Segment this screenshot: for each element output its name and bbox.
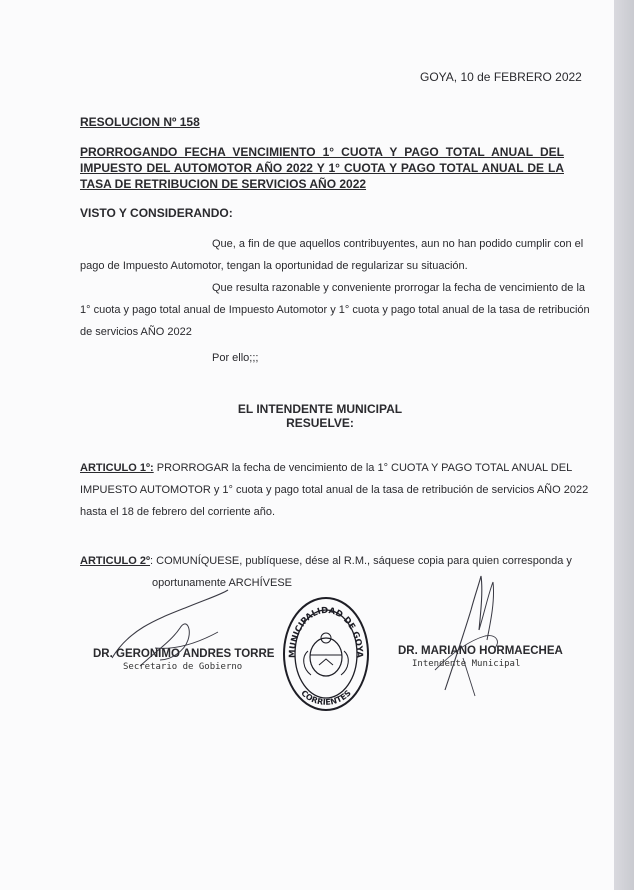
considerando-heading: VISTO Y CONSIDERANDO:: [80, 206, 233, 220]
considerando-paragraph-2-line-3: de servicios AÑO 2022: [80, 326, 192, 338]
left-signatory-name: DR. GERONIMO ANDRES TORRE: [93, 648, 275, 660]
articulo-1-line-2: IMPUESTO AUTOMOTOR y 1° cuota y pago total anual de la tasa de retribución de servicios AÑO 2022: [80, 484, 589, 496]
articulo-1-line-3: hasta el 18 de febrero del corriente año.: [80, 506, 276, 518]
resuelve-title: RESUELVE:: [286, 416, 354, 430]
articulo-1-text: PRORROGAR la fecha de vencimiento de la 1° CUOTA Y PAGO TOTAL ANUAL DEL: [153, 462, 573, 474]
document-date: GOYA, 10 de FEBRERO 2022: [420, 70, 582, 84]
left-signatory-role: Secretario de Gobierno: [123, 662, 243, 672]
considerando-paragraph-1-line-2: pago de Impuesto Automotor, tengan la oportunidad de regularizar su situación.: [80, 260, 468, 272]
page-edge-background: [614, 0, 634, 890]
intendente-heading: [0, 402, 634, 430]
articulo-2-label: ARTICULO 2º: [80, 555, 151, 567]
right-signatory-name: DR. MARIANO HORMAECHEA: [398, 645, 563, 657]
considerando-paragraph-2-line-1: Que resulta razonable y conveniente prorrogar la fecha de vencimiento de la: [212, 282, 586, 294]
por-ello: Por ello;;;: [212, 352, 259, 364]
intendente-title: EL INTENDENTE MUNICIPAL: [237, 402, 403, 416]
seal-top-text: MUNICIPALIDAD DE GOYA: [287, 605, 365, 659]
articulo-2-text: : COMUNÍQUESE, publíquese, dése al R.M., sáquese copia para quien corresponda y: [150, 555, 572, 567]
resolution-subject: PRORROGANDO FECHA VENCIMIENTO 1° CUOTA Y PAGO TOTAL ANUAL DEL IMPUESTO DEL AUTOMOTOR AÑO 2022 Y 1° CUOTA Y PAGO TOTAL ANUAL DE LA TASA DE RETRIBUCION DE SERVICIOS AÑO 2022: [80, 145, 564, 191]
right-signatory-role: Intendente Municipal: [412, 659, 521, 669]
considerando-paragraph-1-line-1: Que, a fin de que aquellos contribuyentes, aun no han podido cumplir con el: [212, 238, 584, 250]
articulo-2-line-2: oportunamente ARCHÍVESE: [152, 577, 293, 589]
articulo-1-line-1: [80, 457, 572, 479]
articulo-2-line-1: [80, 550, 572, 572]
seal-bottom-text: CORRIENTES: [299, 688, 353, 707]
articulo-1-label: ARTICULO 1º:: [80, 462, 154, 474]
resolution-number: RESOLUCION Nº 158: [80, 115, 200, 129]
considerando-paragraph-2-line-2: 1° cuota y pago total anual de Impuesto Automotor y 1° cuota y pago total anual de la tasa de retribución: [80, 304, 590, 316]
